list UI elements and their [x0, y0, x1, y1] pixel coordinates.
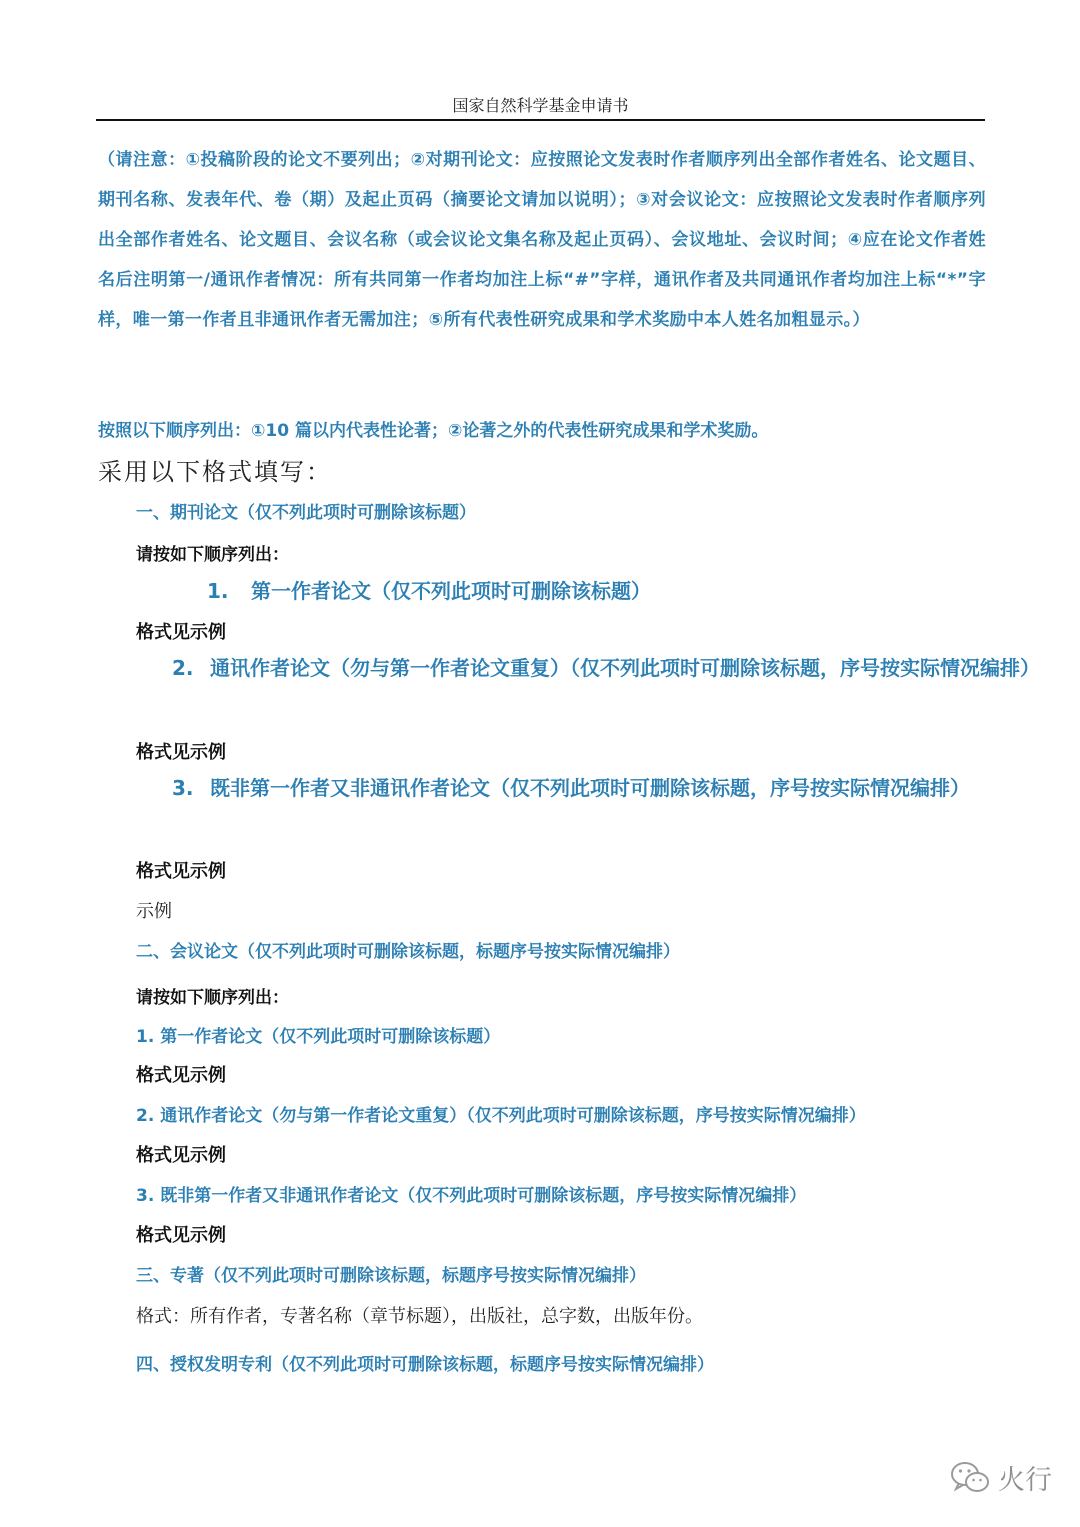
watermark-text: 火行 [998, 1464, 1052, 1496]
wechat-icon [950, 1460, 990, 1494]
section2-item-2: 2. 通讯作者论文（勿与第一作者论文重复）（仅不列此项时可删除该标题，序号按实际情况编排） [136, 1106, 866, 1126]
section2-order-label: 请按如下顺序列出： [136, 988, 289, 1008]
page-header-title: 国家自然科学基金申请书 [452, 96, 629, 115]
section2-title: 二、会议论文（仅不列此项时可删除该标题，标题序号按实际情况编排） [136, 942, 680, 962]
section3-format: 格式：所有作者，专著名称（章节标题），出版社，总字数，出版年份。 [136, 1306, 703, 1327]
item-number: 1. [207, 579, 229, 603]
item-text: 既非第一作者又非通讯作者论文（仅不列此项时可删除该标题，序号按实际情况编排） [210, 776, 970, 800]
item-number: 3. [172, 776, 194, 800]
section2-item-3: 3. 既非第一作者又非通讯作者论文（仅不列此项时可删除该标题，序号按实际情况编排） [136, 1186, 807, 1206]
section2-item-2-format: 格式见示例 [136, 1145, 226, 1166]
item-text: 通讯作者论文（勿与第一作者论文重复）（仅不列此项时可删除该标题，序号按实际情况编排） [210, 656, 1040, 680]
section2-item-1-format: 格式见示例 [136, 1065, 226, 1086]
header-divider [96, 119, 985, 121]
item-text: 第一作者论文（仅不列此项时可删除该标题） [251, 579, 651, 603]
notice-paragraph: （请注意：①投稿阶段的论文不要列出；②对期刊论文：应按照论文发表时作者顺序列出全部作者姓名、论文题目、期刊名称、发表年代、卷（期）及起止页码（摘要论文请加以说明）；③对会议论文：应按照论文发表时作者顺序列出全部作者姓名、论文题目、会议名称（或会议论文集名称及起止页码）、会议地址、会议时间；④应在论文作者姓名后注明第一/通讯作者情况：所有共同第一作者均加注上标“#”字样，通讯作者及共同通讯作者均加注上标“*”字样，唯一第一作者且非通讯作者无需加注；⑤所有代表性研究成果和学术奖励中本人姓名加粗显示。） [98, 150, 986, 330]
section1-example: 示例 [136, 901, 172, 922]
section1-item-1 [207, 575, 651, 604]
section4-title: 四、授权发明专利（仅不列此项时可删除该标题，标题序号按实际情况编排） [136, 1355, 714, 1375]
section2-item-1: 1. 第一作者论文（仅不列此项时可删除该标题） [136, 1027, 501, 1047]
section1-item-2 [136, 648, 1056, 688]
section1-item-2-format: 格式见示例 [136, 742, 226, 763]
section1-item-3 [136, 768, 1056, 808]
format-intro: 采用以下格式填写： [98, 458, 332, 486]
section3-title: 三、专著（仅不列此项时可删除该标题，标题序号按实际情况编排） [136, 1266, 646, 1286]
section1-item-3-format: 格式见示例 [136, 861, 226, 882]
item-number: 2. [172, 656, 194, 680]
section1-title: 一、期刊论文（仅不列此项时可删除该标题） [136, 503, 476, 523]
watermark [950, 1455, 1052, 1499]
section1-order-label: 请按如下顺序列出： [136, 545, 289, 565]
section2-item-3-format: 格式见示例 [136, 1225, 226, 1246]
order-note: 按照以下顺序列出：①10 篇以内代表性论著；②论著之外的代表性研究成果和学术奖励。 [98, 421, 769, 441]
section1-item-1-format: 格式见示例 [136, 622, 226, 643]
